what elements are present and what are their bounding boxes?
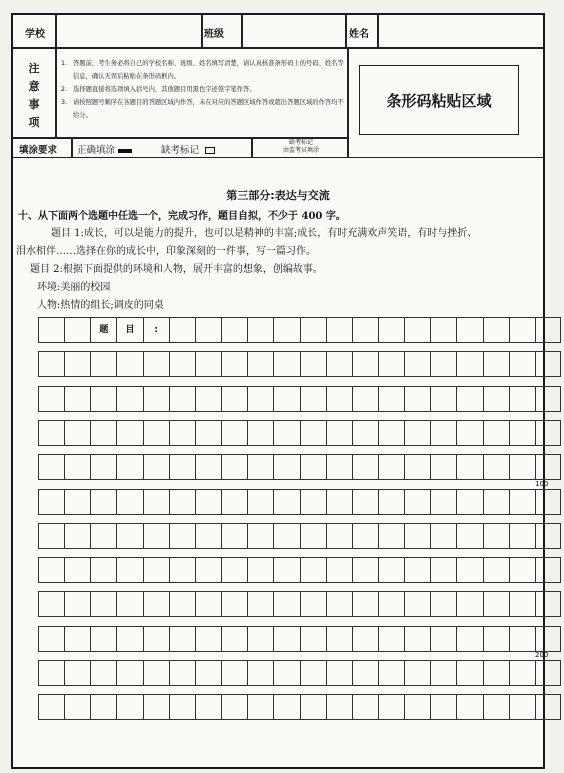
- grid-cell[interactable]: [509, 627, 535, 651]
- grid-cell[interactable]: [535, 318, 561, 342]
- characters-text: 人物:热情的组长;调皮的同桌: [37, 300, 164, 311]
- grid-cell[interactable]: [195, 558, 221, 582]
- grid-cell[interactable]: [38, 490, 64, 514]
- grid-cell[interactable]: [90, 592, 116, 616]
- grid-cell[interactable]: [378, 387, 404, 411]
- grid-cell[interactable]: [404, 558, 430, 582]
- grid-cell[interactable]: [64, 661, 90, 685]
- grid-row: [38, 626, 561, 652]
- grid-cell[interactable]: [456, 387, 482, 411]
- grid-cell[interactable]: [456, 352, 482, 376]
- grid-cell[interactable]: [195, 524, 221, 548]
- grid-cell[interactable]: [169, 455, 195, 479]
- grid-cell[interactable]: [300, 387, 326, 411]
- grid-cell[interactable]: [509, 352, 535, 376]
- grid-cell[interactable]: [483, 318, 509, 342]
- grid-cell[interactable]: [378, 490, 404, 514]
- grid-cell[interactable]: [195, 661, 221, 685]
- grid-cell[interactable]: [404, 592, 430, 616]
- grid-cell[interactable]: [456, 558, 482, 582]
- grid-cell[interactable]: [326, 592, 352, 616]
- grid-cell[interactable]: [326, 490, 352, 514]
- grid-cell[interactable]: [90, 490, 116, 514]
- grid-cell[interactable]: [116, 695, 142, 719]
- name-field[interactable]: [379, 17, 541, 45]
- grid-cell[interactable]: [300, 490, 326, 514]
- grid-cell[interactable]: [169, 627, 195, 651]
- grid-cell[interactable]: [483, 387, 509, 411]
- grid-cell[interactable]: [90, 661, 116, 685]
- grid-cell[interactable]: [273, 421, 299, 445]
- grid-cell[interactable]: [352, 318, 378, 342]
- rule-item: 3. 请按照题号顺序在各题目的答题区域内作答，未在对应的答题区域作答或超出答题区域的作答均不给分。: [61, 99, 344, 119]
- environment-text: 环境:美丽的校园: [37, 282, 111, 293]
- grid-cell[interactable]: [195, 490, 221, 514]
- grid-cell[interactable]: [404, 421, 430, 445]
- grid-cell[interactable]: [352, 421, 378, 445]
- grid-cell[interactable]: [378, 455, 404, 479]
- grid-cell[interactable]: [38, 592, 64, 616]
- grid-cell[interactable]: [300, 318, 326, 342]
- grid-cell[interactable]: [64, 352, 90, 376]
- grid-cell[interactable]: [195, 318, 221, 342]
- grid-cell[interactable]: [352, 661, 378, 685]
- grid-cell[interactable]: [456, 455, 482, 479]
- grid-cell[interactable]: [300, 661, 326, 685]
- grid-cell[interactable]: [509, 558, 535, 582]
- grid-cell[interactable]: [38, 352, 64, 376]
- grid-cell[interactable]: [143, 695, 169, 719]
- grid-cell[interactable]: [352, 352, 378, 376]
- grid-cell[interactable]: [378, 695, 404, 719]
- grid-cell[interactable]: [326, 661, 352, 685]
- grid-cell[interactable]: [456, 627, 482, 651]
- grid-cell[interactable]: [195, 352, 221, 376]
- grid-cell[interactable]: [90, 695, 116, 719]
- grid-cell[interactable]: [535, 490, 561, 514]
- grid-cell[interactable]: [247, 558, 273, 582]
- grid-cell[interactable]: [143, 627, 169, 651]
- grid-cell[interactable]: [90, 352, 116, 376]
- grid-cell[interactable]: [483, 352, 509, 376]
- grid-cell[interactable]: [247, 318, 273, 342]
- grid-cell[interactable]: [221, 558, 247, 582]
- grid-row: [38, 317, 561, 343]
- grid-cell[interactable]: [273, 592, 299, 616]
- grid-cell[interactable]: [143, 490, 169, 514]
- grid-cell[interactable]: [64, 524, 90, 548]
- grid-cell[interactable]: [195, 455, 221, 479]
- grid-cell[interactable]: [247, 352, 273, 376]
- grid-cell[interactable]: [169, 352, 195, 376]
- grid-cell[interactable]: [221, 695, 247, 719]
- grid-cell[interactable]: [116, 592, 142, 616]
- grid-cell[interactable]: [273, 661, 299, 685]
- grid-cell[interactable]: [38, 455, 64, 479]
- grid-row: [38, 420, 561, 446]
- class-field[interactable]: [243, 17, 343, 45]
- grid-cell[interactable]: [326, 387, 352, 411]
- grid-cell[interactable]: [64, 455, 90, 479]
- grid-cell[interactable]: [221, 490, 247, 514]
- grid-cell[interactable]: [430, 661, 456, 685]
- grid-cell[interactable]: [509, 490, 535, 514]
- grid-cell[interactable]: [221, 352, 247, 376]
- grid-cell[interactable]: [300, 695, 326, 719]
- grid-cell[interactable]: [38, 661, 64, 685]
- grid-cell[interactable]: [509, 661, 535, 685]
- grid-cell[interactable]: [535, 421, 561, 445]
- grid-cell[interactable]: [143, 558, 169, 582]
- grid-cell[interactable]: [273, 387, 299, 411]
- grid-cell[interactable]: [221, 661, 247, 685]
- topic2: 题目 2:根据下面提供的环境和人物，展开丰富的想象，创编故事。: [30, 264, 323, 275]
- grid-cell[interactable]: [195, 627, 221, 651]
- grid-cell[interactable]: [64, 627, 90, 651]
- grid-cell[interactable]: [535, 524, 561, 548]
- grid-cell[interactable]: [143, 455, 169, 479]
- grid-cell[interactable]: [535, 455, 561, 479]
- grid-cell[interactable]: [378, 318, 404, 342]
- grid-cell[interactable]: [169, 592, 195, 616]
- grid-cell[interactable]: [64, 387, 90, 411]
- grid-cell[interactable]: [169, 318, 195, 342]
- grid-cell[interactable]: [300, 421, 326, 445]
- grid-cell[interactable]: [430, 524, 456, 548]
- school-label: 学校: [25, 29, 45, 40]
- grid-cell[interactable]: [221, 627, 247, 651]
- grid-cell[interactable]: [64, 318, 90, 342]
- grid-cell[interactable]: [535, 387, 561, 411]
- grid-cell[interactable]: [326, 455, 352, 479]
- grid-cell[interactable]: [116, 421, 142, 445]
- title-cell[interactable]: 目: [116, 318, 142, 342]
- grid-cell[interactable]: [404, 455, 430, 479]
- filled-mark-icon: [118, 149, 132, 153]
- grid-cell[interactable]: [247, 695, 273, 719]
- grid-cell[interactable]: [326, 421, 352, 445]
- grid-cell[interactable]: [404, 695, 430, 719]
- grid-cell[interactable]: [456, 490, 482, 514]
- grid-cell[interactable]: [430, 318, 456, 342]
- rule-item: 2. 选择题直接将选项填入括号内，其他题目用黑色字迹签字笔作答。: [61, 86, 256, 93]
- grid-cell[interactable]: [300, 352, 326, 376]
- grid-cell[interactable]: [90, 387, 116, 411]
- grid-cell[interactable]: [273, 558, 299, 582]
- grid-cell[interactable]: [352, 490, 378, 514]
- grid-cell[interactable]: [221, 318, 247, 342]
- grid-cell[interactable]: [509, 421, 535, 445]
- grid-cell[interactable]: [116, 558, 142, 582]
- grid-cell[interactable]: [509, 524, 535, 548]
- grid-cell[interactable]: [404, 352, 430, 376]
- grid-cell[interactable]: [64, 490, 90, 514]
- grid-cell[interactable]: [326, 695, 352, 719]
- grid-cell[interactable]: [404, 387, 430, 411]
- grid-cell[interactable]: [404, 661, 430, 685]
- grid-cell[interactable]: [64, 695, 90, 719]
- grid-cell[interactable]: [352, 627, 378, 651]
- grid-cell[interactable]: [509, 695, 535, 719]
- title-cell[interactable]: :: [143, 318, 169, 342]
- grid-cell[interactable]: [300, 558, 326, 582]
- grid-cell[interactable]: [247, 524, 273, 548]
- grid-cell[interactable]: [509, 455, 535, 479]
- grid-cell[interactable]: [352, 592, 378, 616]
- school-field[interactable]: [57, 17, 199, 45]
- grid-cell[interactable]: [326, 558, 352, 582]
- grid-row: [38, 660, 561, 686]
- grid-cell[interactable]: [143, 421, 169, 445]
- grid-row: [38, 557, 561, 583]
- grid-cell[interactable]: [169, 524, 195, 548]
- grid-cell[interactable]: [430, 455, 456, 479]
- grid-cell[interactable]: [456, 318, 482, 342]
- grid-cell[interactable]: [535, 592, 561, 616]
- absent-note: 缺考标记 由监考员填涂: [282, 139, 319, 154]
- absent-checkbox[interactable]: [205, 147, 215, 154]
- grid-cell[interactable]: [247, 627, 273, 651]
- grid-cell[interactable]: [90, 455, 116, 479]
- grid-cell[interactable]: [456, 524, 482, 548]
- correct-fill-example: 正确填涂: [77, 142, 132, 156]
- grid-cell[interactable]: [38, 318, 64, 342]
- grid-cell[interactable]: [38, 558, 64, 582]
- grid-cell[interactable]: [404, 318, 430, 342]
- grid-cell[interactable]: [169, 661, 195, 685]
- rule-item: 1. 答题前，考生务必将自己的学校名称、班级、姓名填写清楚，请认真核准条形码上的号码、姓名等信息，确认无误后粘贴在条形码框内。: [61, 60, 344, 80]
- grid-cell[interactable]: [352, 455, 378, 479]
- grid-cell[interactable]: [378, 524, 404, 548]
- notice-char-3: 事: [28, 98, 40, 111]
- grid-cell[interactable]: [116, 524, 142, 548]
- grid-cell[interactable]: [326, 352, 352, 376]
- grid-cell[interactable]: [247, 455, 273, 479]
- grid-cell[interactable]: [169, 490, 195, 514]
- grid-cell[interactable]: [169, 387, 195, 411]
- grid-cell[interactable]: [430, 490, 456, 514]
- grid-cell[interactable]: [509, 387, 535, 411]
- grid-cell[interactable]: [221, 524, 247, 548]
- grid-cell[interactable]: [483, 661, 509, 685]
- grid-cell[interactable]: [404, 524, 430, 548]
- grid-cell[interactable]: [221, 421, 247, 445]
- title-cell[interactable]: 题: [90, 318, 116, 342]
- grid-cell[interactable]: [300, 524, 326, 548]
- grid-cell[interactable]: [430, 352, 456, 376]
- grid-cell[interactable]: [483, 695, 509, 719]
- grid-cell[interactable]: [143, 524, 169, 548]
- grid-cell[interactable]: [116, 627, 142, 651]
- grid-cell[interactable]: [90, 421, 116, 445]
- grid-cell[interactable]: [195, 695, 221, 719]
- grid-cell[interactable]: [195, 592, 221, 616]
- grid-cell[interactable]: [535, 661, 561, 685]
- grid-cell[interactable]: [456, 421, 482, 445]
- grid-row: [38, 489, 561, 515]
- grid-cell[interactable]: [456, 661, 482, 685]
- grid-cell[interactable]: [483, 455, 509, 479]
- notice-char-1: 注: [28, 62, 40, 75]
- grid-cell[interactable]: [456, 695, 482, 719]
- grid-cell[interactable]: [300, 592, 326, 616]
- grid-cell[interactable]: [430, 592, 456, 616]
- question-prompt: 十、从下面两个选题中任选一个，完成习作，题目自拟，不少于 400 字。: [18, 211, 346, 222]
- grid-cell[interactable]: [247, 421, 273, 445]
- grid-cell[interactable]: [509, 318, 535, 342]
- header-section: [13, 15, 543, 158]
- grid-cell[interactable]: [38, 421, 64, 445]
- word-count-100: 100: [535, 479, 549, 488]
- grid-cell[interactable]: [116, 661, 142, 685]
- grid-cell[interactable]: [38, 387, 64, 411]
- grid-cell[interactable]: [430, 627, 456, 651]
- grid-cell[interactable]: [456, 592, 482, 616]
- grid-cell[interactable]: [378, 421, 404, 445]
- answer-sheet: [11, 13, 549, 769]
- grid-cell[interactable]: [404, 490, 430, 514]
- grid-cell[interactable]: [430, 695, 456, 719]
- grid-cell[interactable]: [378, 661, 404, 685]
- grid-cell[interactable]: [352, 524, 378, 548]
- grid-cell[interactable]: [535, 352, 561, 376]
- grid-cell[interactable]: [116, 352, 142, 376]
- grid-cell[interactable]: [247, 387, 273, 411]
- grid-cell[interactable]: [116, 490, 142, 514]
- grid-cell[interactable]: [535, 695, 561, 719]
- grid-cell[interactable]: [143, 592, 169, 616]
- grid-cell[interactable]: [404, 627, 430, 651]
- grid-cell[interactable]: [273, 524, 299, 548]
- name-label: 姓名: [349, 29, 369, 40]
- grid-cell[interactable]: [273, 695, 299, 719]
- grid-row: [38, 454, 561, 480]
- grid-cell[interactable]: [273, 627, 299, 651]
- grid-cell[interactable]: [378, 627, 404, 651]
- grid-cell[interactable]: [378, 352, 404, 376]
- grid-cell[interactable]: [64, 421, 90, 445]
- fill-requirement-label: 填涂要求: [19, 145, 58, 156]
- topic1-line2: 泪水相伴……选择在你的成长中，印象深刻的一件事，写一篇习作。: [16, 246, 316, 257]
- grid-cell[interactable]: [195, 387, 221, 411]
- grid-cell[interactable]: [300, 455, 326, 479]
- grid-cell[interactable]: [352, 558, 378, 582]
- grid-cell[interactable]: [535, 558, 561, 582]
- grid-cell[interactable]: [483, 421, 509, 445]
- grid-cell[interactable]: [273, 352, 299, 376]
- grid-cell[interactable]: [169, 558, 195, 582]
- grid-cell[interactable]: [300, 627, 326, 651]
- grid-cell[interactable]: [221, 455, 247, 479]
- grid-row: [38, 386, 561, 412]
- grid-cell[interactable]: [430, 387, 456, 411]
- grid-cell[interactable]: [378, 558, 404, 582]
- grid-cell[interactable]: [483, 627, 509, 651]
- grid-cell[interactable]: [38, 627, 64, 651]
- notice-char-4: 项: [28, 116, 40, 129]
- grid-cell[interactable]: [116, 455, 142, 479]
- grid-cell[interactable]: [483, 524, 509, 548]
- grid-cell[interactable]: [509, 592, 535, 616]
- grid-cell[interactable]: [221, 592, 247, 616]
- grid-cell[interactable]: [326, 524, 352, 548]
- grid-cell[interactable]: [273, 455, 299, 479]
- notice-rules: [61, 57, 347, 122]
- grid-cell[interactable]: [38, 524, 64, 548]
- grid-cell[interactable]: [169, 421, 195, 445]
- grid-cell[interactable]: [352, 695, 378, 719]
- grid-cell[interactable]: [143, 352, 169, 376]
- grid-cell[interactable]: [378, 592, 404, 616]
- grid-cell[interactable]: [326, 627, 352, 651]
- grid-cell[interactable]: [90, 524, 116, 548]
- grid-cell[interactable]: [221, 387, 247, 411]
- topic1-line1: 题目 1:成长，可以是能力的提升，也可以是精神的丰富;成长，有时充满欢声笑语，有时与挫折、: [51, 228, 478, 239]
- grid-cell[interactable]: [352, 387, 378, 411]
- grid-row: [38, 523, 561, 549]
- grid-cell[interactable]: [247, 661, 273, 685]
- notice-char-2: 意: [28, 80, 40, 93]
- absent-mark: 缺考标记: [161, 142, 215, 156]
- grid-cell[interactable]: [483, 558, 509, 582]
- grid-cell[interactable]: [535, 627, 561, 651]
- grid-cell[interactable]: [483, 490, 509, 514]
- grid-cell[interactable]: [143, 387, 169, 411]
- grid-cell[interactable]: [326, 318, 352, 342]
- grid-cell[interactable]: [247, 490, 273, 514]
- grid-cell[interactable]: [38, 695, 64, 719]
- grid-cell[interactable]: [195, 421, 221, 445]
- word-count-200: 200: [535, 651, 549, 659]
- grid-row: [38, 591, 561, 617]
- class-label: 班级: [204, 29, 224, 40]
- grid-cell[interactable]: [430, 421, 456, 445]
- grid-cell[interactable]: [430, 558, 456, 582]
- grid-cell[interactable]: [143, 661, 169, 685]
- grid-cell[interactable]: [483, 592, 509, 616]
- grid-cell[interactable]: [247, 592, 273, 616]
- grid-cell[interactable]: [273, 490, 299, 514]
- grid-cell[interactable]: [64, 592, 90, 616]
- grid-cell[interactable]: [273, 318, 299, 342]
- grid-cell[interactable]: [90, 627, 116, 651]
- grid-cell[interactable]: [169, 695, 195, 719]
- grid-cell[interactable]: [64, 558, 90, 582]
- grid-row: [38, 694, 561, 720]
- grid-row: [38, 351, 561, 377]
- barcode-area: 条形码粘贴区域: [359, 65, 519, 135]
- section-title: 第三部分:表达与交流: [226, 189, 330, 202]
- grid-cell[interactable]: [116, 387, 142, 411]
- grid-cell[interactable]: [90, 558, 116, 582]
